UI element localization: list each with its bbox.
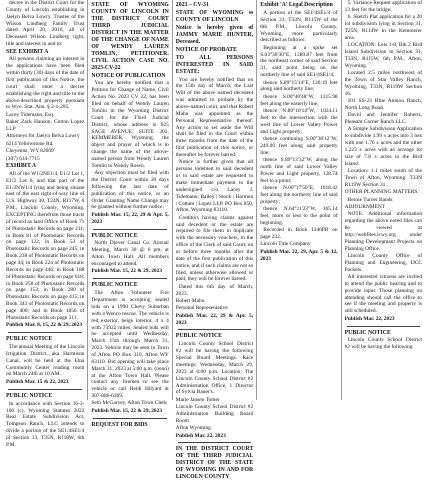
notice-subheading: TO ALL PERSONS INTERESTED IN SAID ESTATE: [175, 54, 254, 75]
notice-quiet-title [6, 0, 84, 329]
notice-paragraph: Beginning at a spike set S.03°36'30"E, 1389.87 feet from the northeast corner of said Section 31, said point being on the northerly line of said SE1/4SE1/4; [260, 44, 338, 79]
notice-heading: IN THE DISTRICT COURT OF THE THIRD JUDICIAL DISTRICT OF THE STATE OF WYOMING IN AND FOR LINCOLN COUNTY [175, 446, 254, 481]
notice-paragraph: decree in the District Court for the County of Lincoln establishing in Jaelyn Belva Lowry, Trustee of the Wilson Lindberg Family Trust dated April 20, 2016, all of Deceased Wilson Lindberg right, title and interest in and to: [6, 0, 85, 48]
notice-irrigation [6, 336, 84, 386]
notice-exhibit-text: All of the W1/2NE1/4, E1/2 Lot 1, E1/2 Lot 6, and that part of the E1/2NW1/4 lying and being situate east of the east right-of-way line of U.S. Highway 30, T24N, R117W, 6 P.M., Lincoln County, Wyoming. EXCEPTING therefrom those tracts of record as land Office of Book 71 of Photostatic Records on page 211; in Book 81 of Photostatic Records on page 122; in Book 53 of Photostatic Records on page 245; in Book 238 of Photostatic Records on page 44; in Book 224 of Photostatic Records on page 446; in Book 188 of Photostatic Records on page 618; in Book 258 of Photostatic Records on page 153; in Book 280 of Photostatic Records on page 415; in Book 343 of Photostatic Records on page 400; and in Book 1856 of Photostatic Records on page 311. [6, 170, 85, 321]
notice-paragraph: Located 2.5 miles northwest of the Town of Star Valley Ranch, Wyoming, T33N, R119W Section 16. [344, 70, 423, 97]
divider [178, 442, 251, 443]
notice-paragraph: The annual Meeting of the Lincoln Irrigation District, aka Harmison Canal, will be held at the Etna Community Center reading room on March 24th at 10 AM. [6, 344, 85, 378]
notice-signature: Personal Representative [175, 305, 228, 312]
divider [93, 229, 166, 230]
column-5 [341, 0, 425, 400]
notice-subdivision [6, 393, 84, 449]
notice-paragraph: You are hereby notified that on the 15th day of March, the Last Will of the above named decedent was admitted to probate by the above-named court, and that Robert Mahn was appointed as the Personal Representative thereof. Any action to set aside the Will shall be filed in the Court within three months from the date of the first publication of this notice, or thereafter be forever barred. [175, 76, 254, 158]
notice-subheading: NOTICE OF PUBLICATION [91, 72, 166, 79]
notice-school-meeting [176, 333, 253, 439]
notice-signature: Afton Wyoming [175, 425, 211, 432]
publish-dates: Publish Mar. 15, 22 & 29, 2023 [91, 407, 163, 414]
notice-name-change [91, 2, 168, 226]
notice-subheading: OTHER PLANNING MATTERS: [344, 189, 419, 196]
publish-dates: Publish Mar. 22, 2023 [175, 432, 226, 439]
notice-paragraph: 5. Variance Request application of 13 feet for the bridge. [344, 0, 423, 13]
notice-heading: PUBLIC NOTICE [6, 336, 53, 343]
publish-dates: Publish Mar. 15, 22, 29 & Apr. 5, 2023 [91, 211, 169, 225]
notice-paragraph: A portion of the SE1/4SE1/4 of Section 31, T33N, R115W of the 6th P.M., Lincoln County, Wyoming, more particularly described as follows: [260, 9, 338, 44]
notice-signature: (307) 634-7715 [6, 155, 40, 162]
notice-subheading: Notice is hereby given of JAMMY MARIE HUNTER, Deceased. [175, 24, 254, 45]
notice-heading: PUBLIC NOTICE [91, 232, 138, 239]
notice-heading: REQUEST FOR BIDS [91, 421, 148, 428]
publish-dates: Publish Mar. 22, 29 & Apr. 5, 2023 [175, 312, 254, 326]
notice-exhibit-ref: SEE EXHIBIT A [6, 48, 49, 55]
notice-paragraph: A Simple Subdivision Application to subdivide 1.99 ± acres into 3 lots with one 1.76 ± acres and the other 1.223 ± acres with an acreage lot size of 7.8 ± acres in the Bird Island. [344, 126, 423, 167]
notice-paragraph: Location: 1.1 miles south of the Town of Afton, Wyoming. T33N R119W Section 31. [344, 168, 423, 188]
divider [8, 389, 82, 390]
notice-planning-agenda [345, 0, 422, 323]
notice-case-number: 2023 – CV-31 [175, 2, 209, 8]
column-1 [3, 0, 87, 448]
notice-heading: PUBLIC NOTICE [6, 392, 53, 399]
notice-signature: Robert Mahn [175, 298, 205, 305]
divider [93, 278, 166, 279]
notice-signature: Baker Zack Hanson, Cotton Lopez LLP [6, 119, 85, 133]
divider [8, 332, 82, 333]
notice-paragraph: NOTE: Additional information regarding the above noted files can be viewed at http://webfiles.lcwy.org under Planning Development Projects on Planning Office. [344, 211, 423, 252]
notice-paragraph: 6. Sketch Plat application for a 20 lot subdivision lying in Section 31, T25N, R114W in the Kemmerer area. [344, 14, 423, 41]
notice-signature: Marie Jansen Tomer [175, 396, 220, 403]
column-4 [256, 0, 340, 400]
notice-legal-description [260, 2, 337, 262]
publish-dates: Publish Mar. 8, 15, 22 & 29, 2023 [6, 322, 83, 329]
notice-paragraph: thence S.89°15'14"E, 120.19 feet along said northerly line; [260, 79, 338, 93]
divider [178, 329, 251, 330]
notice-heading: PUBLIC NOTICE [175, 333, 223, 340]
notice-paragraph: LOCATION: Lots 1-8, Blk 2 Bird Island Subdivision in Section 31, T33N, R115W, 6th P.M., Afton, Wyoming. [344, 42, 423, 69]
notice-paragraph: Dated this 6th day of March, 2023. [175, 283, 254, 297]
notice-paragraph: In accordance with Section 16-3-106 (c), Wyoming Statutes 2022 Real Estate Subdivision Act, Tompson Ranch, LLC intends to divide a portion of the SE1/4SE1/4 of Section 13, T35N, R118W, 6th P.M. [6, 400, 85, 448]
notice-canal-meeting [91, 233, 168, 276]
notice-paragraph: The Afton Volunteer Fire Department is accepting sealed bids on a 1990 Chevy Suburban with a Wenco rescue. The vehicle is red exterior, beige interior, 4 x 4 with 73922 miles. Sealed bids will be accepted until Wednesday, March 15th through March 31, 2023. Vehicle may be seen in Town of Afton PO Box 310, Afton WY 83110. Bid opening will take place March 31, 2023 at 5:00 p.m. (noon) at the Afton Town Hall. Please contact any firemen to see the vehicle or call Heidi Hilyard at 307-886-6369. [91, 290, 169, 400]
notice-paragraph: David and Jennifer Roberts, Pleasant Corner Ranch LLC. [344, 112, 423, 126]
notice-paragraph: Bernie Turner Bands [347, 196, 393, 203]
publish-dates: Publish Mar. 22, 2023 [344, 315, 395, 322]
notice-subheading: NOTICE OF PROBATE [175, 46, 237, 53]
notice-paragraph: thence S.00°40'48"W, 1315.98 feet along the easterly line; [260, 93, 338, 107]
notice-paragraph: thence N.00°17'50"E, 1018.42 feet along the northerly line of said property; [260, 184, 338, 205]
notice-signature: Lincoln Title Company [260, 241, 311, 248]
notice-signature: Seth McGarvey, Afton Town Clerk [91, 400, 167, 407]
notice-paragraph: North Drever Canal Co. Annual Meeting, March 30 @ 6 pm, at Alton Town Hall. All members encouraged to attend. [91, 240, 169, 268]
notice-paragraph: All persons claiming an interest in the applications have been filed within thirty (30) days of the date of first publication of this Notice, the court shall enter a decree establishing the right and title to the above-described property pursuant to Wyo. Stat. Ann. § 2-1-205. [6, 56, 85, 111]
notice-school-district [345, 330, 422, 352]
column-2 [87, 0, 171, 428]
notice-paragraph: Recorded in Book 1346PR on page 232. [260, 227, 338, 240]
notice-paragraph: Lincoln County School District #2 will be having the following [344, 337, 423, 351]
notice-signature: Lincoln County School District #2 Administration Building Board Room [175, 404, 254, 424]
publish-dates: Publish Mar. 15, 22 & 29, 2023 [91, 268, 163, 275]
notice-paragraph: 101 SS-23 Blue Amnou Ranch, North Long Road. [344, 98, 423, 111]
notice-heading: PUBLIC NOTICE [91, 282, 138, 289]
publish-dates: Publish Mar. 22, 29, Apr. 5 & 12, 2023 [260, 248, 338, 262]
notice-request-for-bids [91, 422, 168, 429]
notice-exhibit-heading: EXHIBIT A [6, 162, 37, 169]
publish-dates: Publish Mar. 15 & 22, 2023 [6, 378, 69, 385]
notice-paragraph: Lincoln County Office of Planning and Engineering, DCC Packets. [344, 252, 423, 273]
notice-paragraph: Notice is further given that all persons indebted to said decedent or to said estate are requested to make immediate payment to the undersigned c/o Lacey J. Tidemann, Bailey | Stock | Harmon | Cottam | Lopez LLP, PO Box 850, Afton, Wyoming 83110. [175, 159, 254, 214]
notice-heading: STATE OF WYOMING ss COUNTY OF LINCOLN [175, 9, 254, 23]
notice-signature: Cheyenne, WY 82009 [6, 148, 54, 155]
notice-heading: STATE OF WYOMING COUNTY OF LINCOLN IN THE DISTRICT COURT THIRD JUDICIAL DISTRICT IN THE MATTER OF THE CHANGE OF NAME OF WENDY LAUREN TOMLIN, PETITIONER. CIVIL ACTION CASE NO. 2023-CV-22 [91, 2, 169, 71]
notice-paragraph: All interested citizens are invited to attend the public hearing and to provide input. Those planning on attending should call the office to see if the meeting and property is still scheduled. [344, 274, 423, 315]
notice-paragraph: thence S.89°13'32"W, along the north line of said Lower Valley Power and Light property, 128.74 feet to a point; [260, 157, 338, 184]
notice-district-court [176, 446, 253, 481]
notice-signature: Lacey Tidemann, Esq. [6, 111, 55, 118]
notice-heading: PUBLIC NOTICE [344, 329, 391, 336]
notice-signature: Attorneys for Jaelyn Belva Lowry [6, 133, 80, 140]
notice-paragraph: thence continuing S.00°38'12"W, 249.00 feet along said property line; [260, 135, 338, 156]
notice-paragraph: Any objection must be filed with the District Court within 30 days following the last date of publication of this notice, or an Order Granting Name Change may be granted without further notice. [91, 170, 169, 211]
notice-heading: Exhibit 'A' Legal Description [260, 2, 333, 8]
notice-signature: 6214 Yellowstone Rd. [6, 140, 54, 147]
notice-paragraph: thence N.64°11'23"W, 365.14 feet, more or less to the point of beginning. [260, 206, 338, 226]
column-3 [172, 0, 256, 481]
divider [347, 326, 420, 327]
divider [93, 418, 166, 419]
notice-fire-dept-bids [91, 282, 168, 414]
notice-paragraph: Lincoln County School District #2 will be having the following Special Board Meetings. Race meetings: Wednesday, March 29, 2023 at 6:00 p.m. Location: The Lincoln County School District #2 Administration Office, 1 Director of Sylvia Bauer's. [175, 341, 254, 396]
notice-probate [176, 2, 253, 326]
notice-subheading: ADJOURNMENT [344, 203, 386, 210]
notice-paragraph: Creditors having claims against said decedent or the estate are required to file them in duplicate with the necessary vouchers, in the office of the Clerk of said Court, on or before three months after the date of the first publication of this notice, and if such claims are not so filed, unless otherwise allowed or paid, they will be forever barred. [175, 214, 254, 283]
notice-paragraph: thence N.89°10'14"W, 1024.11 feet to the intersection with the west line of Lower Valley Power and Light property; [260, 107, 338, 135]
notice-paragraph: You are hereby notified that a Petition for Change of Name, Civil Action No. 2023 CV 22, has been filed on behalf of Wendy Lauren Tomlin in the Wyoming District Court for the Third Judicial District, whose address is 925 SAGE AVENUE, SUITE 302, KEMMERER, Wyoming, the object and prayer of which is to change the name of the above-named person from Wendy Lauren Tomlin to Wendy Rosen. [91, 80, 169, 169]
